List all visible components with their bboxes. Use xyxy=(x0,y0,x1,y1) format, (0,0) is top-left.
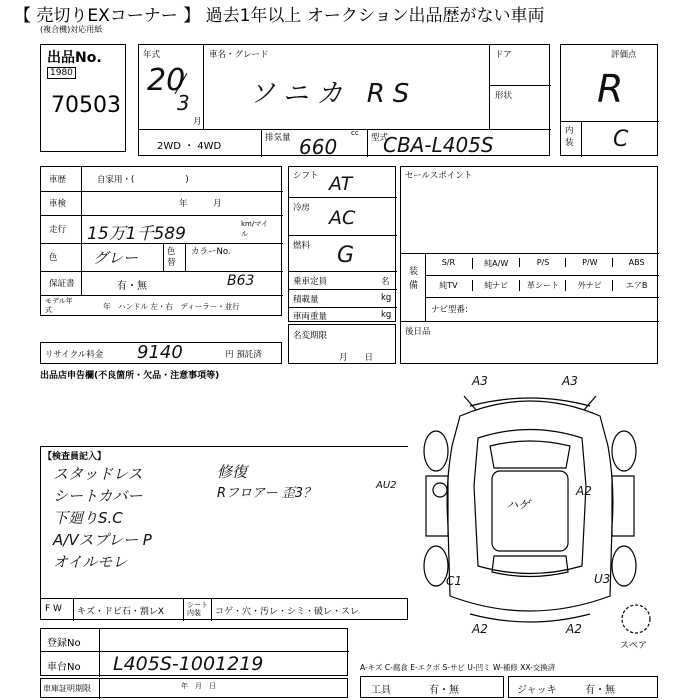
grade-box xyxy=(560,44,658,156)
interior-value: C xyxy=(613,127,629,152)
equipment-row-2 xyxy=(425,275,659,297)
equipment-item: 革シート xyxy=(519,280,567,291)
cc-label: cc xyxy=(351,129,359,137)
inspector-notes-left xyxy=(53,463,152,573)
inspector-note: シートカバー xyxy=(53,487,143,505)
reki-value: 自家用・( ) xyxy=(97,175,189,185)
equipment-item: 純ナビ xyxy=(472,280,520,291)
displacement-value: 660 xyxy=(299,135,338,159)
mileage-label: 走行 xyxy=(49,225,67,235)
ac-label: 冷房 xyxy=(293,203,311,213)
recycle-label: リサイクル料金 xyxy=(45,350,104,360)
inspector-label: 【検査員記入】 xyxy=(43,452,107,462)
equipment-row-1 xyxy=(425,253,659,275)
damage-mark: A3 xyxy=(562,374,578,388)
fuel-value: G xyxy=(337,243,355,268)
equipment-item: 外ナビ xyxy=(565,280,613,291)
damage-mark: A2 xyxy=(576,484,592,498)
shaken-value: 年 月 xyxy=(179,199,222,209)
change-box xyxy=(288,324,396,364)
damage-mark: C1 xyxy=(446,574,463,588)
banner-title: 【 売切りEXコーナー 】 過去1年以上 オークション出品歴がない車両 xyxy=(14,6,545,26)
lot-sub-number: 1980 xyxy=(47,67,76,79)
model-value: CBA-L405S xyxy=(383,133,494,157)
year-value: 20 xyxy=(147,63,186,98)
grade-value: R xyxy=(597,67,624,111)
weight-unit: kg xyxy=(381,310,392,320)
change-value: 月 日 xyxy=(339,353,374,363)
equipment-item: 純TV xyxy=(439,281,458,290)
reki-label: 車歴 xyxy=(49,175,67,185)
color-no-label: カラーNo. xyxy=(191,247,231,257)
navi-label: ナビ型番: xyxy=(431,305,468,315)
damage-mark: AU2 xyxy=(376,480,397,491)
warranty-value: 有・無 xyxy=(117,281,147,292)
vin-label: 車台No xyxy=(47,662,81,673)
change-label: 名変期限 xyxy=(293,331,328,341)
name-label: 車名・グレード xyxy=(209,50,269,60)
spare-label: スペア xyxy=(620,641,648,651)
equipment-item: S/R xyxy=(441,258,456,267)
inspector-note: オイルモレ xyxy=(53,553,128,571)
model-year-value: 年 ハンドル 左・右 ディーラー・並行 xyxy=(103,302,240,311)
car-damage-diagram xyxy=(400,376,660,658)
sales-point-label: セールスポイント xyxy=(405,171,473,181)
inspector-note: 修復 xyxy=(217,463,248,481)
inspector-note: Rフロアー 歪3？ xyxy=(217,486,317,501)
tools-box xyxy=(360,676,504,698)
color-label: 色 xyxy=(49,253,58,263)
name-value: ソニカ RS xyxy=(249,79,418,109)
spec-box xyxy=(288,166,396,322)
vin-value: L405S-1001219 xyxy=(113,653,264,675)
jack-label: ジャッキ xyxy=(517,685,557,696)
recycle-value: 9140 xyxy=(137,342,183,363)
check-items-2: コゲ・穴・汚レ・シミ・破レ・スレ xyxy=(215,607,360,617)
cert-unit: 年 月 日 xyxy=(181,682,216,690)
load-unit: kg xyxy=(381,293,392,303)
inspector-note: 下廻りS.C xyxy=(53,509,123,527)
damage-mark: U3 xyxy=(594,572,611,586)
jack-value: 有・無 xyxy=(585,685,615,696)
ac-value: AC xyxy=(329,207,356,229)
weight-label: 車両重量 xyxy=(293,312,328,322)
dealer-notes-label: 出品店申告欄(不良箇所・欠品・注意事項等) xyxy=(40,371,220,381)
inspector-note: スタッドレス xyxy=(53,465,143,483)
fuel-label: 燃料 xyxy=(293,241,311,251)
grade-label: 評価点 xyxy=(611,50,637,60)
warranty-label: 保証書 xyxy=(49,279,75,289)
shift-label: シフト xyxy=(293,171,319,181)
door-label: ドア xyxy=(495,50,512,60)
shaken-label: 車検 xyxy=(49,199,67,209)
color-value: グレー xyxy=(93,249,139,267)
damage-mark: ハゲ xyxy=(506,498,531,512)
equipment-item: エアB xyxy=(612,280,660,291)
model-year-label: モデル年式 xyxy=(45,297,73,314)
recycle-box xyxy=(40,342,282,364)
displacement-label: 排気量 xyxy=(265,133,291,143)
equipment-item: ABS xyxy=(612,258,660,267)
model-label: 型式 xyxy=(371,133,389,143)
damage-mark: A3 xyxy=(472,374,488,388)
month-value: 3 xyxy=(177,91,190,115)
equipment-item: 純A/W xyxy=(472,258,520,269)
rear-seat-label: 後日品 xyxy=(405,327,431,337)
cert-label: 車庫証明期限 xyxy=(43,684,91,693)
shift-value: AT xyxy=(329,173,353,195)
color-no-value: B63 xyxy=(227,273,255,289)
registration-box xyxy=(40,628,348,676)
interior-label: 内装 xyxy=(565,126,574,148)
drive-label: 2WD ・ 4WD xyxy=(157,141,222,152)
fw-label: F W xyxy=(45,604,62,614)
recycle-unit: 円 預託済 xyxy=(225,350,262,360)
km-label: km/マイル xyxy=(241,220,269,238)
sales-box xyxy=(400,166,658,364)
equipment-item: P/S xyxy=(519,258,567,267)
mileage-value: 15万1千589 xyxy=(87,224,186,244)
capacity-unit: 名 xyxy=(381,277,390,287)
damage-mark: A2 xyxy=(472,622,488,636)
tools-label: 工具 xyxy=(371,685,391,696)
color-change-label: 色替 xyxy=(167,247,176,268)
inspector-box xyxy=(40,446,408,598)
equipment-item: P/W xyxy=(565,258,613,267)
shape-label: 形状 xyxy=(495,91,513,101)
month-suffix: 月 xyxy=(193,117,202,127)
capacity-label: 乗車定員 xyxy=(293,277,328,287)
seat-label: シート内装 xyxy=(187,601,208,617)
check-items-1: キズ・ドビ石・割レX xyxy=(77,607,164,617)
checks-box xyxy=(40,598,408,620)
lot-label: 出品No. xyxy=(47,50,102,66)
damage-mark: A2 xyxy=(566,622,582,636)
inspector-note: A/Vスプレー P xyxy=(53,531,152,549)
cert-box xyxy=(40,678,348,698)
tools-value: 有・無 xyxy=(429,685,459,696)
year-label: 年式 xyxy=(143,50,161,60)
jack-box xyxy=(508,676,658,698)
inspector-notes-right xyxy=(217,461,316,505)
vehicle-box xyxy=(138,44,550,159)
damage-legend: A-キズ C-腐食 E-エクボ S-サビ U-凹ミ W-補修 XX-交換済 xyxy=(360,663,556,672)
top-note: (複合機)対応用紙 xyxy=(40,25,103,34)
load-label: 積載量 xyxy=(293,295,319,305)
lot-box xyxy=(40,44,126,152)
equipment-label: 装備 xyxy=(409,267,419,291)
reg-label: 登録No xyxy=(47,638,81,649)
lot-number: 70503 xyxy=(51,93,121,118)
history-box xyxy=(40,166,282,316)
